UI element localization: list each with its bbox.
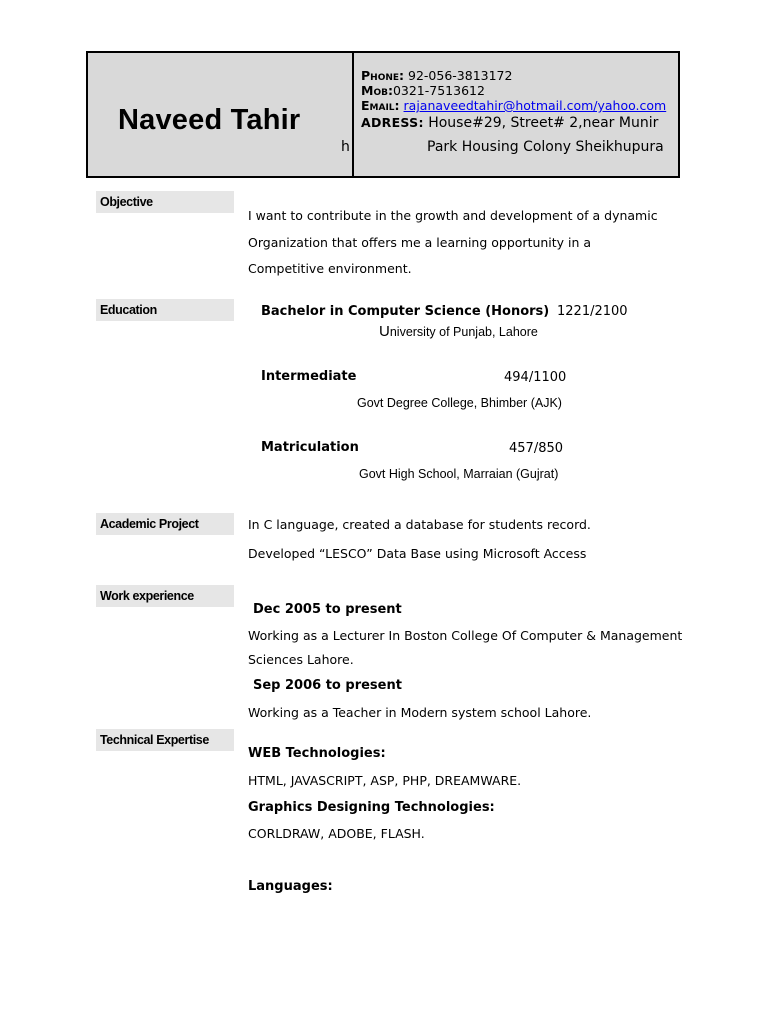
address-value-1: House#29, Street# 2,near Munir <box>423 115 659 131</box>
objective-line: Competitive environment. <box>248 261 412 276</box>
graphics-technologies-list: CORLDRAW, ADOBE, FLASH. <box>248 826 425 841</box>
education-degree: Bachelor in Computer Science (Honors) <box>261 304 550 319</box>
graphics-technologies-heading: Graphics Designing Technologies: <box>248 800 495 815</box>
work-description-line: Sciences Lahore. <box>248 652 354 667</box>
address-line-2: Park Housing Colony Sheikhupura <box>427 139 664 155</box>
section-label-objective: Objective <box>96 191 234 213</box>
project-line: In C language, created a database for students record. <box>248 517 591 532</box>
work-description-line: Working as a Teacher in Modern system school Lahore. <box>248 705 592 720</box>
education-institution: Govt Degree College, Bhimber (AJK) <box>357 396 562 410</box>
stray-character: h <box>341 139 350 155</box>
institution-rest: niversity of Punjab, Lahore <box>389 325 538 339</box>
work-period: Dec 2005 to present <box>253 602 402 617</box>
web-technologies-heading: WEB Technologies: <box>248 746 386 761</box>
section-label-education: Education <box>96 299 234 321</box>
languages-heading: Languages: <box>248 879 333 894</box>
education-institution <box>379 323 538 340</box>
work-description-line: Working as a Lecturer In Boston College Of Computer & Management <box>248 628 683 643</box>
candidate-name: Naveed Tahir <box>118 104 301 136</box>
web-technologies-list: HTML, JAVASCRIPT, ASP, PHP, DREAMWARE. <box>248 773 522 788</box>
institution-initial: U <box>379 323 390 340</box>
education-institution: Govt High School, Marraian (Gujrat) <box>359 467 559 481</box>
email-link[interactable]: rajanaveedtahir@hotmail.com/yahoo.com <box>403 98 667 113</box>
mobile-value: 0321-7513612 <box>392 83 485 98</box>
objective-line: I want to contribute in the growth and development of a dynamic <box>248 208 658 223</box>
education-degree: Intermediate <box>261 369 357 384</box>
section-label-technical-expertise: Technical Expertise <box>96 729 234 751</box>
education-marks: 1221/2100 <box>557 304 628 319</box>
address-line-1 <box>361 115 658 131</box>
mobile-label: Mob: <box>361 83 393 98</box>
header-divider <box>352 51 354 178</box>
section-label-academic-project: Academic Project <box>96 513 234 535</box>
education-marks: 457/850 <box>509 441 564 456</box>
phone-line <box>361 68 512 83</box>
project-line: Developed “LESCO” Data Base using Microsoft Access <box>248 546 587 561</box>
work-period: Sep 2006 to present <box>253 678 402 693</box>
education-degree: Matriculation <box>261 440 359 455</box>
objective-line: Organization that offers me a learning opportunity in a <box>248 235 592 250</box>
section-label-work-experience: Work experience <box>96 585 234 607</box>
education-marks: 494/1100 <box>504 370 567 385</box>
phone-label: Phone: <box>361 68 405 83</box>
email-label: Email: <box>361 98 400 113</box>
email-line <box>361 98 666 113</box>
phone-value: 92-056-3813172 <box>404 68 513 83</box>
mobile-line <box>361 83 485 98</box>
address-label: ADRESS: <box>361 115 424 130</box>
